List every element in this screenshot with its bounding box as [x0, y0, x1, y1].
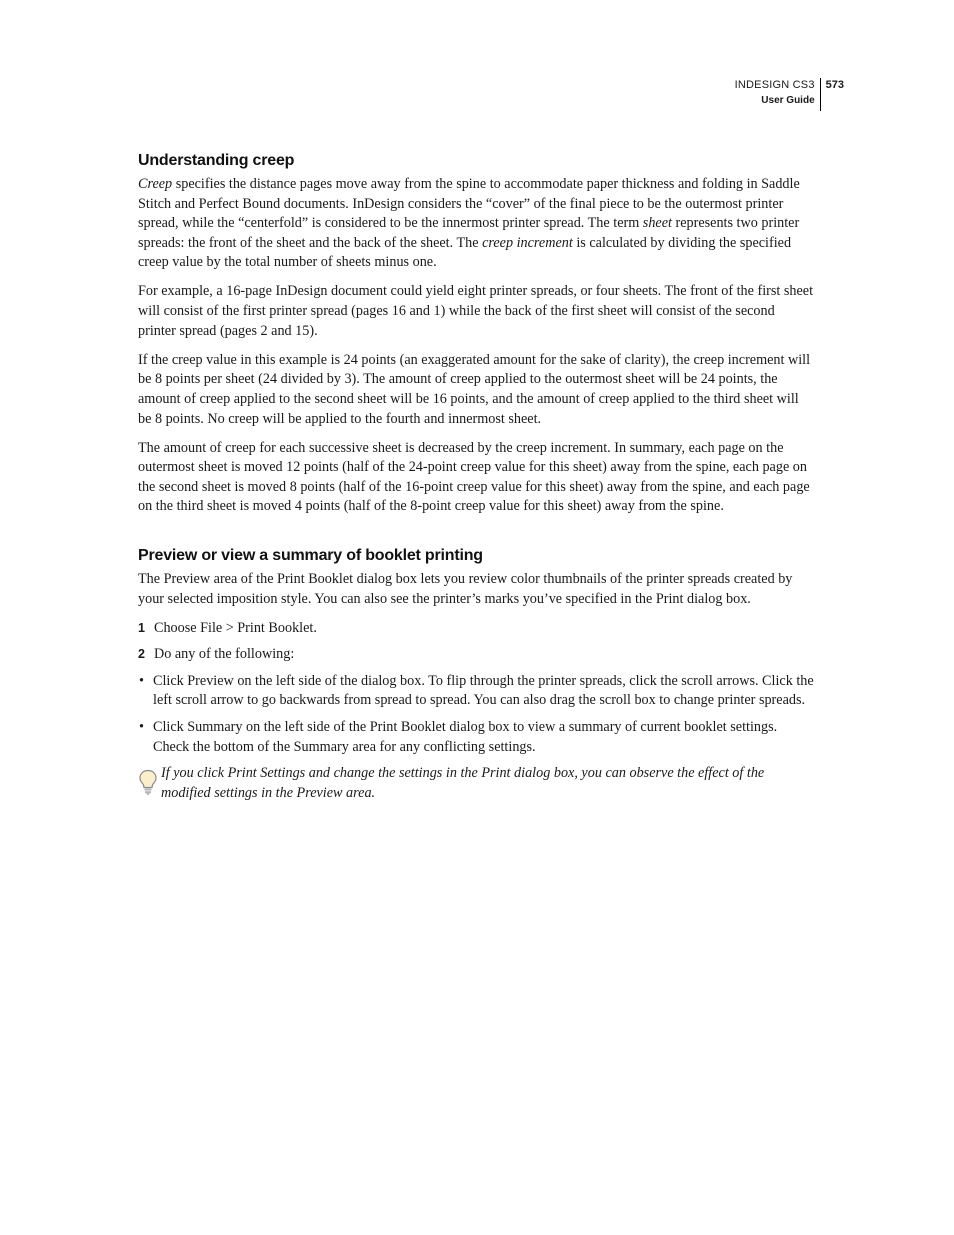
section-heading-preview: Preview or view a summary of booklet printing — [138, 547, 483, 564]
tip-text: If you click Print Settings and change the settings in the Print dialog box, you can observe the effect of the modified settings in the Preview area. — [161, 765, 765, 801]
section-heading-creep: Understanding creep — [138, 152, 295, 169]
step-number: 1 — [138, 620, 145, 635]
step-number: 2 — [138, 647, 145, 662]
paragraph-creep-example: For example, a 16-page InDesign document could yield eight printer spreads, or four sheets. The front of the first sheet will consist of the first printer spread (pages 16 and 1) while the back of the first sheet will consist of the second printer spread (pages 2 and 15). — [138, 283, 814, 339]
header-title-block — [735, 78, 821, 111]
step-item — [138, 619, 815, 639]
section-preview — [138, 545, 815, 803]
text-span: represents two printer spreads: the front of the sheet and the back of the sheet. The — [138, 215, 800, 251]
term-creep: Creep — [138, 176, 173, 192]
bullet-text: Click Preview on the left side of the dialog box. To flip through the printer spreads, click the scroll arrows. Click the left scroll arrow to go backwards from spread to spread. You can also drag the scroll box to change printer spreads. — [153, 672, 814, 709]
step-text: Do any of the following: — [154, 646, 295, 663]
lightbulb-icon — [138, 769, 158, 795]
paragraph-creep-summary: The amount of creep for each successive sheet is decreased by the creep increment. In summary, each page on the outermost sheet is moved 12 points (half of the 24-point creep value for this sheet) away from the spine, each page on the second sheet is moved 8 points (half of the 16-point creep value for this sheet) away from the spine, and each page on the third sheet is moved 4 points (half of the 8-point creep value for this sheet) away from the spine. — [138, 439, 810, 515]
text-span: specifies the distance pages move away from the spine to accommodate paper thickness and folding in Saddle Stitch and Perfect Bound documents. InDesign considers the “cover” of the final piece to be the outermost printer spread, while the “centerfold” is considered to be the innermost printer spread. The term — [138, 176, 800, 232]
page-number: 573 — [825, 79, 844, 91]
step-item — [138, 645, 815, 665]
product-name: INDESIGN CS3 — [734, 79, 815, 91]
text-span: is calculated by dividing the specified creep value by the total number of sheets minus one. — [138, 234, 792, 271]
term-creep-increment: creep increment — [482, 234, 573, 251]
running-header — [735, 78, 844, 111]
term-sheet: sheet — [642, 215, 672, 232]
paragraph-preview-intro: The Preview area of the Print Booklet dialog box lets you review color thumbnails of the printer spreads created by your selected imposition style. You can also see the printer’s marks you’ve specified in the Print dialog box. — [138, 571, 793, 607]
bullet-text: Click Summary on the left side of the Print Booklet dialog box to view a summary of current booklet settings. Check the bottom of the Summary area for any conflicting settings. — [153, 719, 778, 755]
main-content — [138, 150, 815, 803]
bullet-marker: • — [139, 672, 144, 689]
tip-note — [138, 764, 815, 803]
paragraph-creep-definition — [138, 175, 815, 273]
bullet-item — [138, 718, 815, 757]
step-text: Choose File > Print Booklet. — [154, 619, 317, 636]
paragraph-creep-values: If the creep value in this example is 24 points (an exaggerated amount for the sake of clarity), the creep increment will be 8 points per sheet (24 divided by 3). The amount of creep applied to the outermost sheet will be 24 points, the amount of creep applied to the second sheet will be 16 points, and the amount of creep applied to the third sheet will be 8 points. No creep will be applied to the fourth and innermost sheet. — [138, 351, 811, 427]
bullet-marker: • — [139, 719, 144, 736]
bullet-item — [138, 672, 815, 711]
guide-name: User Guide — [761, 95, 815, 106]
